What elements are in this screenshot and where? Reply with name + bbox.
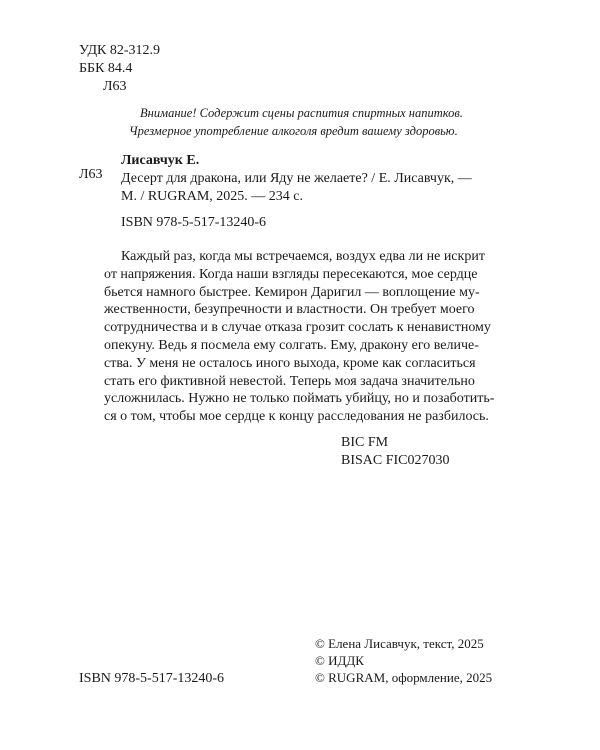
- annotation-line: от напряжения. Когда наши взгляды пересекаются, мое сердце: [104, 266, 478, 282]
- record-author-mark: Л63: [79, 167, 103, 182]
- annotation-line: стать его фиктивной невестой. Теперь моя задача значительно: [104, 373, 475, 389]
- warning-line: Внимание! Содержит сцены распития спиртных напитков.: [140, 106, 463, 120]
- warning-line: Чрезмерное употребление алкоголя вредит вашему здоровью.: [129, 124, 458, 138]
- bic-code: BIC FM: [341, 435, 389, 450]
- record-author: Лисавчук Е.: [121, 153, 200, 168]
- author-mark: Л63: [103, 79, 127, 94]
- annotation-line: опекуну. Ведь я посмела ему солгать. Ему, дракону его величе-: [104, 338, 479, 353]
- annotation-line: усложнилась. Нужно не только поймать убийцу, но и позаботить-: [104, 391, 495, 407]
- annotation-line: бьется намного быстрее. Кемирон Даригил — воплощение му-: [104, 284, 480, 300]
- annotation-line: ства. У меня не осталось иного выхода, кроме как согласиться: [104, 355, 476, 371]
- bisac-code: BISAC FIC027030: [341, 453, 450, 468]
- annotation-line: жественности, безупречности и властности. Он требует моего: [104, 302, 475, 318]
- udk-code: УДК 82-312.9: [79, 43, 161, 58]
- bbk-code: ББК 84.4: [79, 61, 133, 76]
- annotation-line: ся о том, чтобы мое сердце к концу расследования не разбилось.: [104, 409, 489, 425]
- record-title-line: М. / RUGRAM, 2025. — 234 с.: [121, 189, 304, 204]
- copyright-line: © ИДДК: [315, 653, 364, 668]
- copyright-line: © Елена Лисавчук, текст, 2025: [315, 636, 484, 651]
- record-title-line: Десерт для дракона, или Яду не желаете? / Е. Лисавчук, —: [121, 171, 472, 186]
- annotation-line: сотрудничества и в случае отказа грозит сослать к ненавистному: [104, 320, 491, 336]
- annotation-line: Каждый раз, когда мы встречаемся, воздух едва ли не искрит: [121, 249, 485, 264]
- footer-isbn: ISBN 978-5-517-13240-6: [79, 671, 225, 686]
- copyright-line: © RUGRAM, оформление, 2025: [315, 670, 493, 685]
- record-isbn: ISBN 978-5-517-13240-6: [121, 215, 267, 230]
